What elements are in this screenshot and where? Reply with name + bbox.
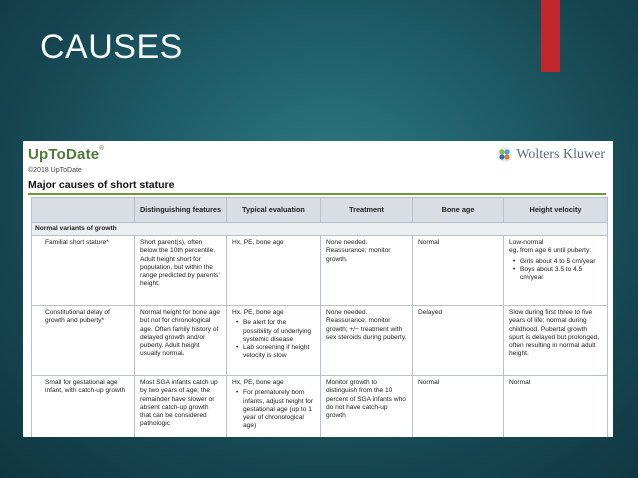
evaluation-text: Hx, PE, bone age <box>232 239 284 247</box>
column-header <box>32 198 135 223</box>
list-item: • Lab screening if height velocity is slow <box>232 344 315 360</box>
cause-cell: Small for gestational age infant, with catch-up growth <box>32 376 135 437</box>
section-row <box>32 223 608 236</box>
slide-title: CAUSES <box>40 28 183 66</box>
treatment-cell: None needed. Reassurance; monitor growth. <box>321 236 413 306</box>
features-cell: Most SGA infants catch up by two years of age; the remainder have slower or absent catch-up growth that can be considered pathologic <box>135 376 227 437</box>
velocity-cell: Normal <box>504 376 608 437</box>
bone-age-cell: Normal <box>413 376 504 437</box>
evaluation-cell <box>227 376 321 437</box>
cause-cell: Constitutional delay of growth and puberty* <box>32 306 135 376</box>
embedded-table-image <box>23 141 613 437</box>
table-row <box>32 236 608 306</box>
evaluation-text: Hx, PE, bone age <box>232 309 284 317</box>
list-item: • Boys about 3.5 to 4.5 cm/year <box>509 266 602 282</box>
table-row <box>32 376 608 437</box>
column-header: Bone age <box>413 198 504 223</box>
wolters-kluwer-logo <box>496 146 605 163</box>
column-header: Height velocity <box>504 198 608 223</box>
treatment-cell: None needed. Reassurance; monitor growth; +/− treatment with sex steroids during puberty. <box>321 306 413 376</box>
list-item: • Be alert for the possibility of underlying systemic disease <box>232 319 315 344</box>
evaluation-bullets <box>232 319 315 360</box>
list-item: • Girls about 4 to 5 cm/year <box>509 258 602 266</box>
velocity-cell <box>504 236 608 306</box>
figure-title: Major causes of short stature <box>28 179 175 191</box>
cause-cell: Familial short stature* <box>32 236 135 306</box>
treatment-cell: Monitor growth to distinguish from the 10 percent of SGA infants who do not have catch-up growth <box>321 376 413 437</box>
uptodate-logo <box>28 146 104 163</box>
title-rule <box>28 193 606 195</box>
features-cell: Short parent(s), often below the 10th percentile. Adult height short for population, but within the range predicted by parents' height. <box>135 236 227 306</box>
velocity-cell: Slow during first three to five years of life; normal during childhood. Pubertal growth spurt is delayed but prolonged, often resulting in normal adult height. <box>504 306 608 376</box>
bone-age-cell: Normal <box>413 236 504 306</box>
wolters-kluwer-logo-icon <box>496 146 513 163</box>
evaluation-cell <box>227 236 321 306</box>
column-header: Distinguishing features <box>135 198 227 223</box>
velocity-text: Low-normal <box>509 239 544 247</box>
evaluation-text: Hx, PE, bone age <box>232 379 284 387</box>
table-header-row <box>32 198 608 223</box>
column-header: Treatment <box>321 198 413 223</box>
red-accent-bar <box>541 0 560 72</box>
features-cell: Normal height for bone age but not for chronological age. Often family history of delayed growth and/or puberty. Adult height usually normal. <box>135 306 227 376</box>
list-item: • For prematurely born infants, adjust height for gestational age (up to 1 year of chronological age) <box>232 389 315 430</box>
velocity-bullets <box>509 258 602 283</box>
evaluation-cell <box>227 306 321 376</box>
causes-table <box>31 197 608 437</box>
evaluation-bullets <box>232 389 315 430</box>
wolters-kluwer-text: Wolters Kluwer <box>516 146 605 162</box>
uptodate-logo-text: UpToDate <box>28 146 100 163</box>
figure-header <box>23 141 613 167</box>
section-label: Normal variants of growth <box>32 223 608 236</box>
column-header: Typical evaluation <box>227 198 321 223</box>
velocity-note: eg, from age 6 until puberty: <box>509 247 592 255</box>
table-row <box>32 306 608 376</box>
copyright: ©2018 UpToDate <box>28 167 82 174</box>
registered-mark: ® <box>99 146 104 152</box>
bone-age-cell: Delayed <box>413 306 504 376</box>
